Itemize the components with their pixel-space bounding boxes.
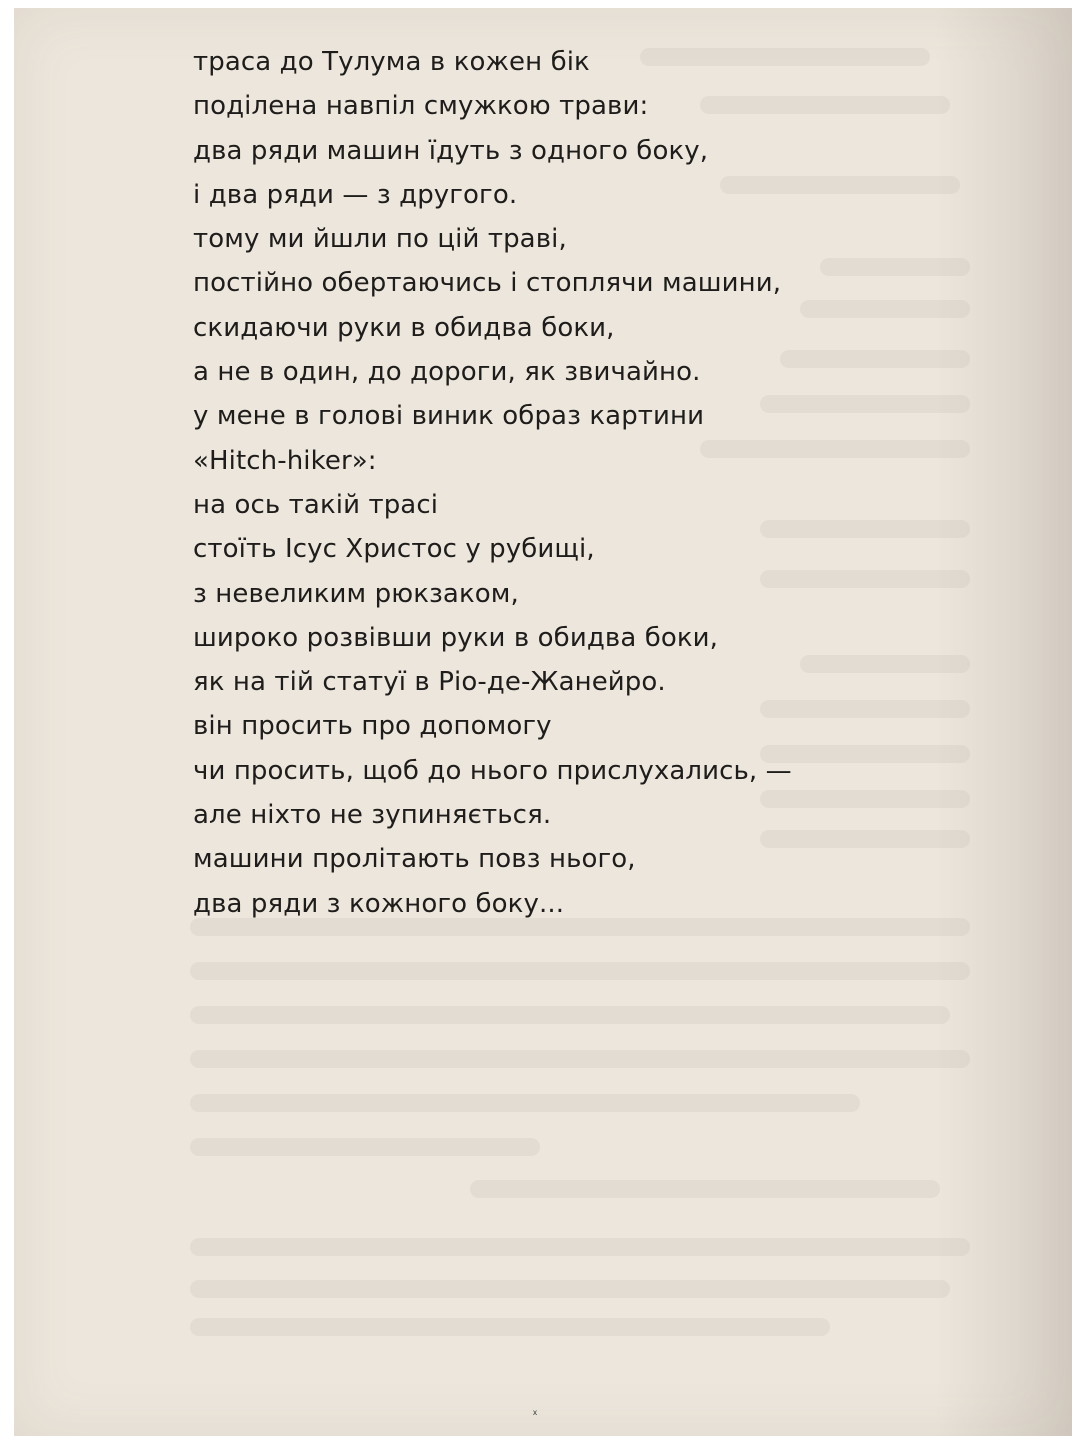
poem-line: тому ми йшли по цій траві, <box>193 224 567 255</box>
poem-line: як на тій статуї в Ріо-де-Жанейро. <box>193 667 666 698</box>
poem-line: два ряди машин їдуть з одного боку, <box>193 135 709 166</box>
poem-line: машини пролітають повз нього, <box>193 844 636 875</box>
poem-line: а не в один, до дороги, як звичайно. <box>193 357 701 388</box>
poem-line: поділена навпіл смужкою трави: <box>193 91 649 122</box>
poem-line: два ряди з кожного боку... <box>193 888 565 919</box>
poem-line: стоїть Ісус Христос у рубищі, <box>193 534 595 565</box>
poem-line: з невеликим рюкзаком, <box>193 578 519 609</box>
poem-text <box>193 40 913 926</box>
poem-line: у мене в голові виник образ картини <box>193 401 705 432</box>
poem-line: але ніхто не зупиняється. <box>193 800 552 831</box>
poem-line: широко розвівши руки в обидва боки, <box>193 622 719 653</box>
poem-line: він просить про допомогу <box>193 711 552 742</box>
poem-line: скидаючи руки в обидва боки, <box>193 312 615 343</box>
poem-line: траса до Тулума в кожен бік <box>193 47 590 77</box>
poem-line: чи просить, щоб до нього прислухались, — <box>193 755 792 786</box>
poem-line: постійно обертаючись і стоплячи машини, <box>193 268 782 299</box>
poem-line: і два ряди — з другого. <box>193 179 518 210</box>
poem-line: на ось такій трасі <box>193 489 439 520</box>
print-speck <box>535 1410 543 1419</box>
poem-line: «Hitch-hiker»: <box>193 445 377 476</box>
